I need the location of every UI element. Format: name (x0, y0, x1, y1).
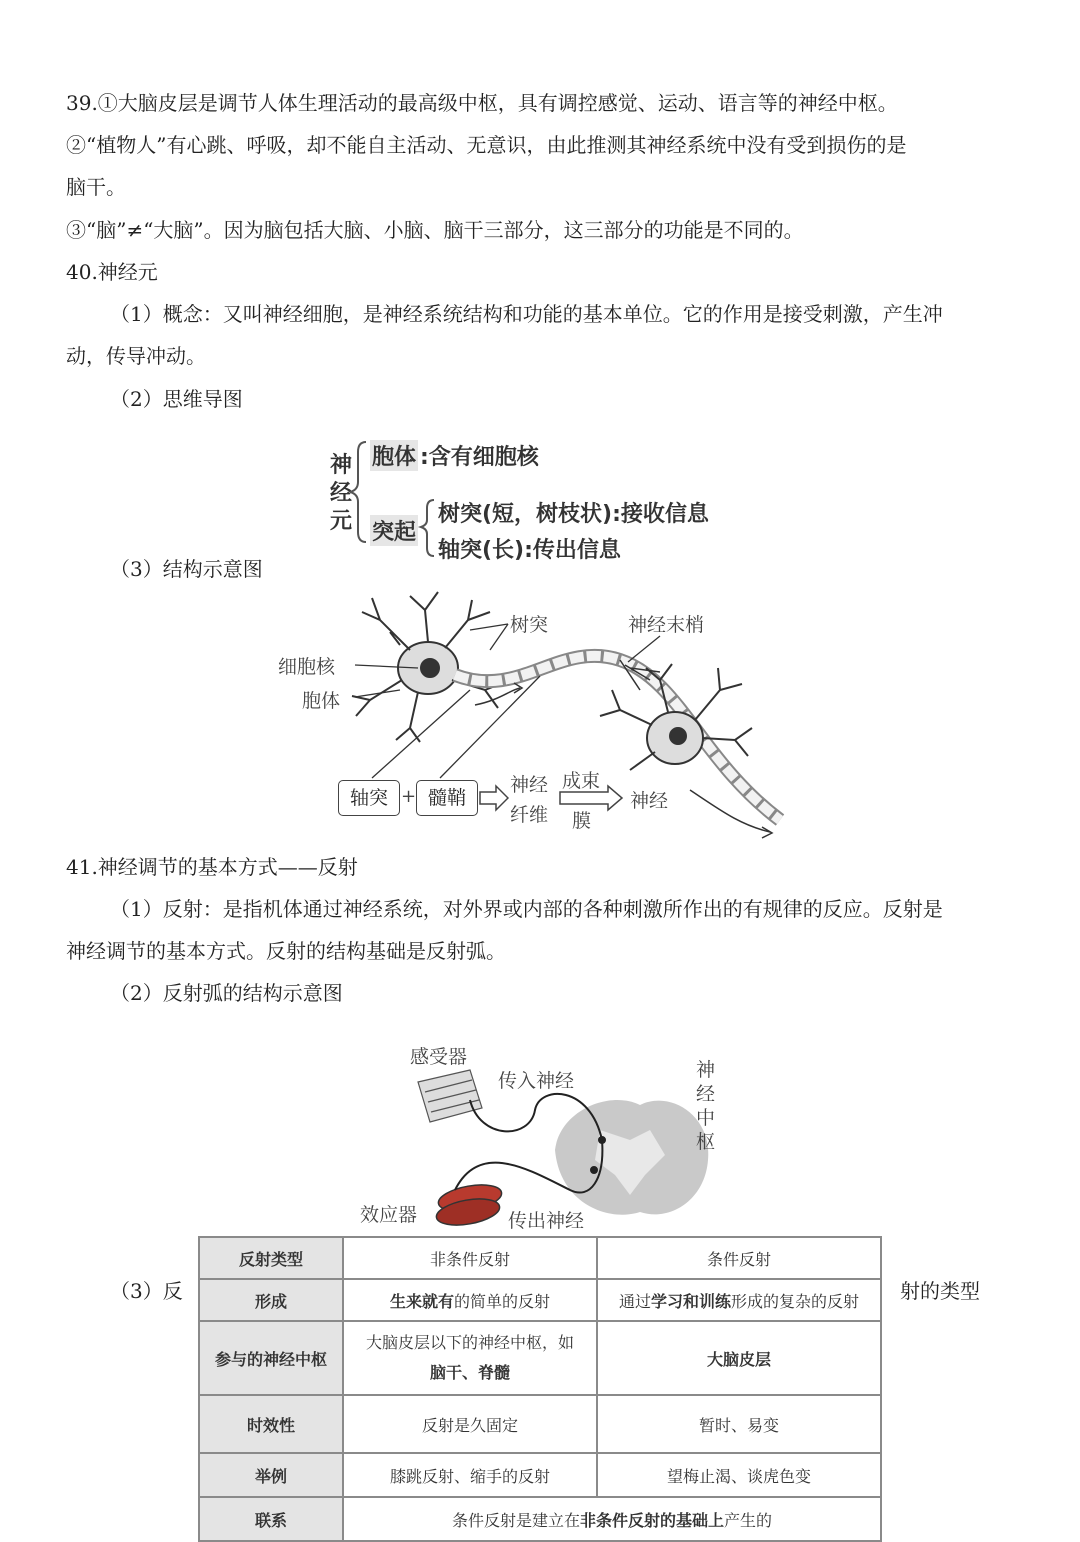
arc-heading: （2）反射弧的结构示意图 (110, 981, 343, 1005)
receptor-tissue (418, 1070, 482, 1122)
label-bundle-1: 成束 (562, 770, 601, 792)
label-cell-body: 胞体 (302, 690, 341, 712)
item39-line3: 脑干。 (66, 175, 126, 199)
label-fiber-1: 神经 (510, 774, 549, 796)
label-dendrite: 树突 (510, 614, 549, 636)
item40-concept-line2: 动，传导冲动。 (66, 344, 206, 368)
table-row (199, 1279, 881, 1321)
neuron-cell-2 (600, 664, 752, 770)
mindmap-axon-text: 轴突(长):传出信息 (438, 538, 621, 563)
axon-box: 轴突 (338, 780, 400, 816)
hollow-arrows (480, 786, 622, 810)
center-conditioned: 大脑皮层 (597, 1321, 881, 1395)
mindmap-dendrite-text: 树突(短，树枝状):接收信息 (438, 502, 709, 527)
item41-reflex-line2: 神经调节的基本方式。反射的结构基础是反射弧。 (66, 939, 506, 963)
spinal-cord (555, 1100, 708, 1215)
item41-title: 41.神经调节的基本方式——反射 (66, 855, 358, 879)
duration-conditioned: 暂时、易变 (597, 1395, 881, 1453)
item41-reflex-line1: （1）反射：是指机体通过神经系统，对外界或内部的各种刺激所作出的有规律的反应。反射是 (110, 897, 943, 921)
example-unconditioned: 膝跳反射、缩手的反射 (343, 1453, 597, 1497)
row-label-center: 参与的神经中枢 (199, 1321, 343, 1395)
table-row (199, 1395, 881, 1453)
myelin-box: 髓鞘 (416, 780, 478, 816)
center-unconditioned: 大脑皮层以下的神经中枢，如 脑干、脊髓 (343, 1321, 597, 1395)
types-heading-prefix: （3）反 (110, 1279, 183, 1303)
leader-lines (355, 624, 660, 778)
formation-conditioned: 通过学习和训练形成的复杂的反射 (597, 1279, 881, 1321)
mindmap-soma-text: :含有细胞核 (420, 445, 539, 470)
label-receptor: 感受器 (410, 1046, 468, 1068)
mindmap-heading: （2）思维导图 (110, 387, 243, 411)
table-header-cell: 非条件反射 (343, 1237, 597, 1279)
mindmap-root: 神经元 (330, 453, 353, 534)
label-bundle-2: 膜 (572, 810, 592, 832)
label-nerve: 神经 (630, 790, 669, 812)
mindmap-process-label: 突起 (370, 515, 418, 546)
table-row (199, 1237, 881, 1279)
item40-title: 40.神经元 (66, 260, 158, 284)
plus-sign: + (401, 786, 417, 807)
effector-muscle (434, 1181, 503, 1230)
label-nucleus: 细胞核 (278, 656, 336, 678)
label-fiber-2: 纤维 (510, 804, 549, 826)
row-label-duration: 时效性 (199, 1395, 343, 1453)
label-nerve-center: 神经中枢 (696, 1059, 716, 1153)
item39-line4: ③“脑”≠“大脑”。因为脑包括大脑、小脑、脑干三部分，这三部分的功能是不同的。 (66, 218, 804, 242)
structure-heading: （3）结构示意图 (110, 557, 263, 581)
formation-unconditioned: 生来就有的简单的反射 (343, 1279, 597, 1321)
row-label-example: 举例 (199, 1453, 343, 1497)
reflex-types-table (198, 1236, 882, 1542)
mindmap-braces (350, 442, 434, 556)
duration-unconditioned: 反射是久固定 (343, 1395, 597, 1453)
item39-line1: 39.①大脑皮层是调节人体生理活动的最高级中枢，具有调控感觉、运动、语言等的神经中枢。 (66, 91, 898, 115)
table-row (199, 1321, 881, 1395)
table-row (199, 1453, 881, 1497)
label-effector: 效应器 (360, 1204, 418, 1226)
item39-line2: ②“植物人”有心跳、呼吸，却不能自主活动、无意识，由此推测其神经系统中没有受到损伤的是 (66, 133, 907, 157)
relation-cell: 条件反射是建立在非条件反射的基础上产生的 (343, 1497, 881, 1541)
neuron-cell-1 (352, 592, 510, 742)
label-nerve-ending: 神经末梢 (628, 614, 705, 636)
example-conditioned: 望梅止渴、谈虎色变 (597, 1453, 881, 1497)
label-afferent-nerve: 传入神经 (498, 1070, 575, 1092)
types-heading-suffix: 射的类型 (900, 1279, 980, 1303)
row-label-formation: 形成 (199, 1279, 343, 1321)
table-row (199, 1497, 881, 1541)
mindmap-soma-label: 胞体 (370, 440, 418, 471)
table-header-cell: 条件反射 (597, 1237, 881, 1279)
table-header-cell: 反射类型 (199, 1237, 343, 1279)
label-efferent-nerve: 传出神经 (508, 1210, 585, 1232)
row-label-relation: 联系 (199, 1497, 343, 1541)
item40-concept-line1: （1）概念：又叫神经细胞，是神经系统结构和功能的基本单位。它的作用是接受刺激，产生冲 (110, 302, 943, 326)
